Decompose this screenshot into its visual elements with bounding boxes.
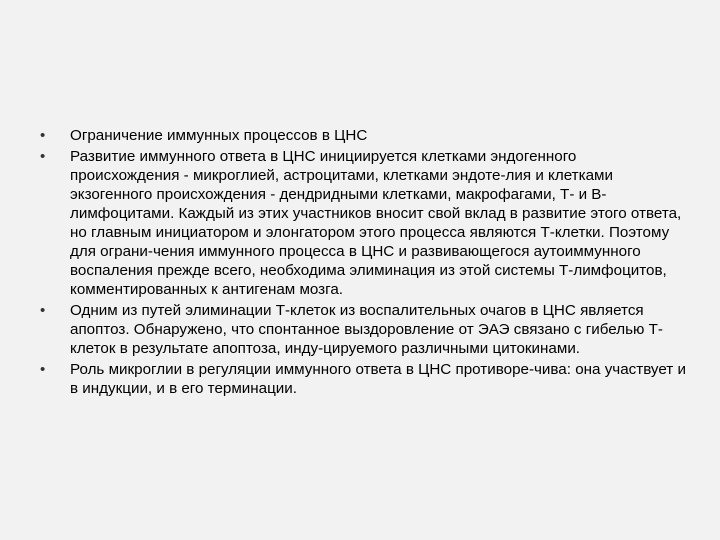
bullet-dot-icon: • xyxy=(40,148,46,165)
bullet-dot-icon: • xyxy=(40,127,46,144)
bullet-dot-icon: • xyxy=(40,361,46,378)
bullet-text: Развитие иммунного ответа в ЦНС инициируется клетками эндогенного происхождения - микроглией, астроцитами, клетками эндоте-лия и клетками экзогенного происхождения - дендридными клетками, макрофагами, Т- и В-лимфоцитами. Каждый из этих участников вносит свой вклад в развитие этого ответа, но главным инициатором и элонгатором этого процесса являются Т-клетки. Поэтому для ограни-чения иммунного процесса в ЦНС и развивающегося аутоиммунного воспаления прежде всего, необходима элиминация из этой системы Т-лимфоцитов, комментированных к антигенам мозга. xyxy=(70,148,682,298)
bullet-item-apoptosis xyxy=(40,301,690,358)
bullet-item-microglia xyxy=(40,360,690,398)
bullet-list xyxy=(40,126,690,400)
bullet-text: Ограничение иммунных процессов в ЦНС xyxy=(70,127,368,144)
bullet-dot-icon: • xyxy=(40,302,46,319)
bullet-text: Роль микроглии в регуляции иммунного ответа в ЦНС противоре-чива: она участвует и в индукции, и в его терминации. xyxy=(70,361,686,397)
bullet-text: Одним из путей элиминации Т-клеток из воспалительных очагов в ЦНС является апоптоз. Обнаружено, что спонтанное выздоровление от ЭАЭ связано с гибелью Т-клеток в результате апоптоза, инду-цируемого различными цитокинами. xyxy=(70,302,663,357)
bullet-item-heading xyxy=(40,126,690,145)
bullet-item-immune-response xyxy=(40,147,690,299)
